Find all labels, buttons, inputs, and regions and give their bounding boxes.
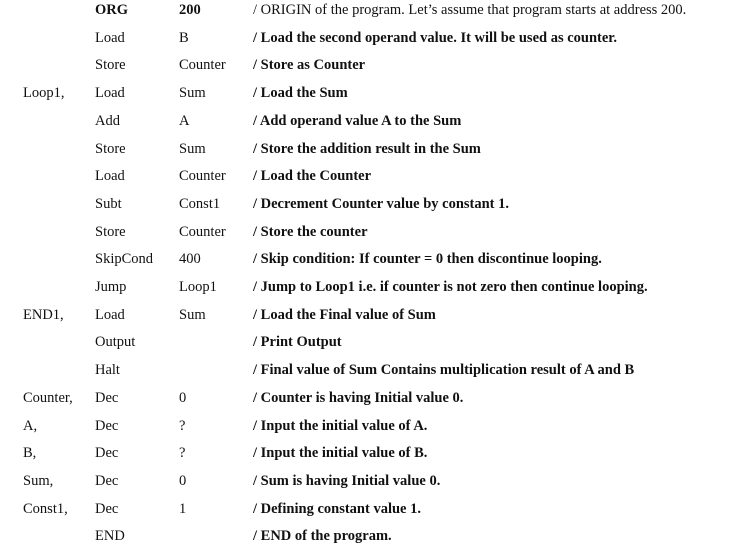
line-label: B, <box>23 445 37 462</box>
line-opcode: Subt <box>95 195 122 212</box>
code-line <box>0 334 739 361</box>
line-opcode: Dec <box>95 445 119 462</box>
line-opcode: Store <box>95 57 126 74</box>
line-opcode: Store <box>95 223 126 240</box>
line-label: Loop1, <box>23 85 65 102</box>
line-operand: Sum <box>179 140 206 157</box>
line-opcode: Jump <box>95 279 127 295</box>
line-operand: Loop1 <box>179 279 217 295</box>
line-operand: 200 <box>179 2 201 18</box>
code-line <box>0 251 739 278</box>
line-label: Sum, <box>23 472 54 489</box>
line-comment: / ORIGIN of the program. Let’s assume that program starts at address 200. <box>253 2 687 18</box>
line-comment: / Input the initial value of B. <box>253 445 428 462</box>
code-line <box>0 501 739 528</box>
line-comment: / Store the addition result in the Sum <box>253 140 481 157</box>
line-comment: / Load the second operand value. It will be used as counter. <box>253 29 618 46</box>
code-line <box>0 307 739 334</box>
line-opcode: Dec <box>95 500 119 517</box>
line-label: Const1, <box>23 500 68 517</box>
code-line <box>0 168 739 195</box>
line-comment: / Print Output <box>253 334 342 351</box>
code-line <box>0 30 739 57</box>
code-line <box>0 418 739 445</box>
line-label: A, <box>23 417 38 434</box>
code-line <box>0 445 739 472</box>
line-operand: Sum <box>179 306 206 323</box>
line-operand: 0 <box>179 472 187 489</box>
line-opcode: Dec <box>95 417 119 434</box>
line-operand: Counter <box>179 57 226 74</box>
line-comment: / Load the Sum <box>253 85 348 102</box>
line-operand: Counter <box>179 223 226 240</box>
line-opcode: Halt <box>95 362 120 379</box>
line-comment: / Input the initial value of A. <box>253 417 428 434</box>
line-opcode: END <box>95 528 125 545</box>
line-comment: / Sum is having Initial value 0. <box>253 472 441 489</box>
line-comment: / Final value of Sum Contains multiplication result of A and B <box>253 362 635 379</box>
line-opcode: Load <box>95 85 125 102</box>
code-line <box>0 390 739 417</box>
line-comment: / Decrement Counter value by constant 1. <box>253 195 510 212</box>
line-operand: Sum <box>179 85 206 102</box>
line-operand: ? <box>179 417 186 434</box>
line-label: Counter, <box>23 389 73 406</box>
line-operand: ? <box>179 445 186 462</box>
code-line <box>0 473 739 500</box>
line-comment: / Jump to Loop1 i.e. if counter is not zero then continue looping. <box>253 279 648 295</box>
line-opcode: Output <box>95 334 136 351</box>
code-line <box>0 57 739 84</box>
line-operand: 0 <box>179 389 187 406</box>
line-comment: / Store as Counter <box>253 57 366 74</box>
line-opcode: Dec <box>95 472 119 489</box>
line-opcode: Load <box>95 306 125 323</box>
line-comment: / Defining constant value 1. <box>253 500 421 517</box>
line-comment: / Skip condition: If counter = 0 then discontinue looping. <box>253 251 602 268</box>
line-comment: / END of the program. <box>253 528 392 545</box>
line-comment: / Counter is having Initial value 0. <box>253 389 464 406</box>
line-operand: 400 <box>179 251 201 268</box>
code-line <box>0 362 739 389</box>
line-operand: B <box>179 29 189 46</box>
line-opcode: Store <box>95 140 126 157</box>
line-operand: Const1 <box>179 195 221 212</box>
code-line <box>0 85 739 112</box>
code-line <box>0 279 739 306</box>
line-comment: / Store the counter <box>253 223 368 240</box>
code-line <box>0 528 739 555</box>
code-line <box>0 113 739 140</box>
code-line <box>0 141 739 168</box>
line-opcode: Dec <box>95 389 119 406</box>
line-opcode: ORG <box>95 2 129 18</box>
line-operand: A <box>179 112 190 129</box>
line-operand: Counter <box>179 168 226 185</box>
code-line <box>0 224 739 251</box>
line-opcode: Load <box>95 168 125 185</box>
line-opcode: Load <box>95 29 125 46</box>
line-opcode: SkipCond <box>95 251 154 268</box>
line-comment: / Load the Final value of Sum <box>253 306 436 323</box>
code-line <box>0 196 739 223</box>
line-operand: 1 <box>179 500 187 517</box>
line-label: END1, <box>23 306 64 323</box>
code-line <box>0 2 739 29</box>
line-comment: / Load the Counter <box>253 168 372 185</box>
line-comment: / Add operand value A to the Sum <box>253 112 462 129</box>
line-opcode: Add <box>95 112 120 129</box>
